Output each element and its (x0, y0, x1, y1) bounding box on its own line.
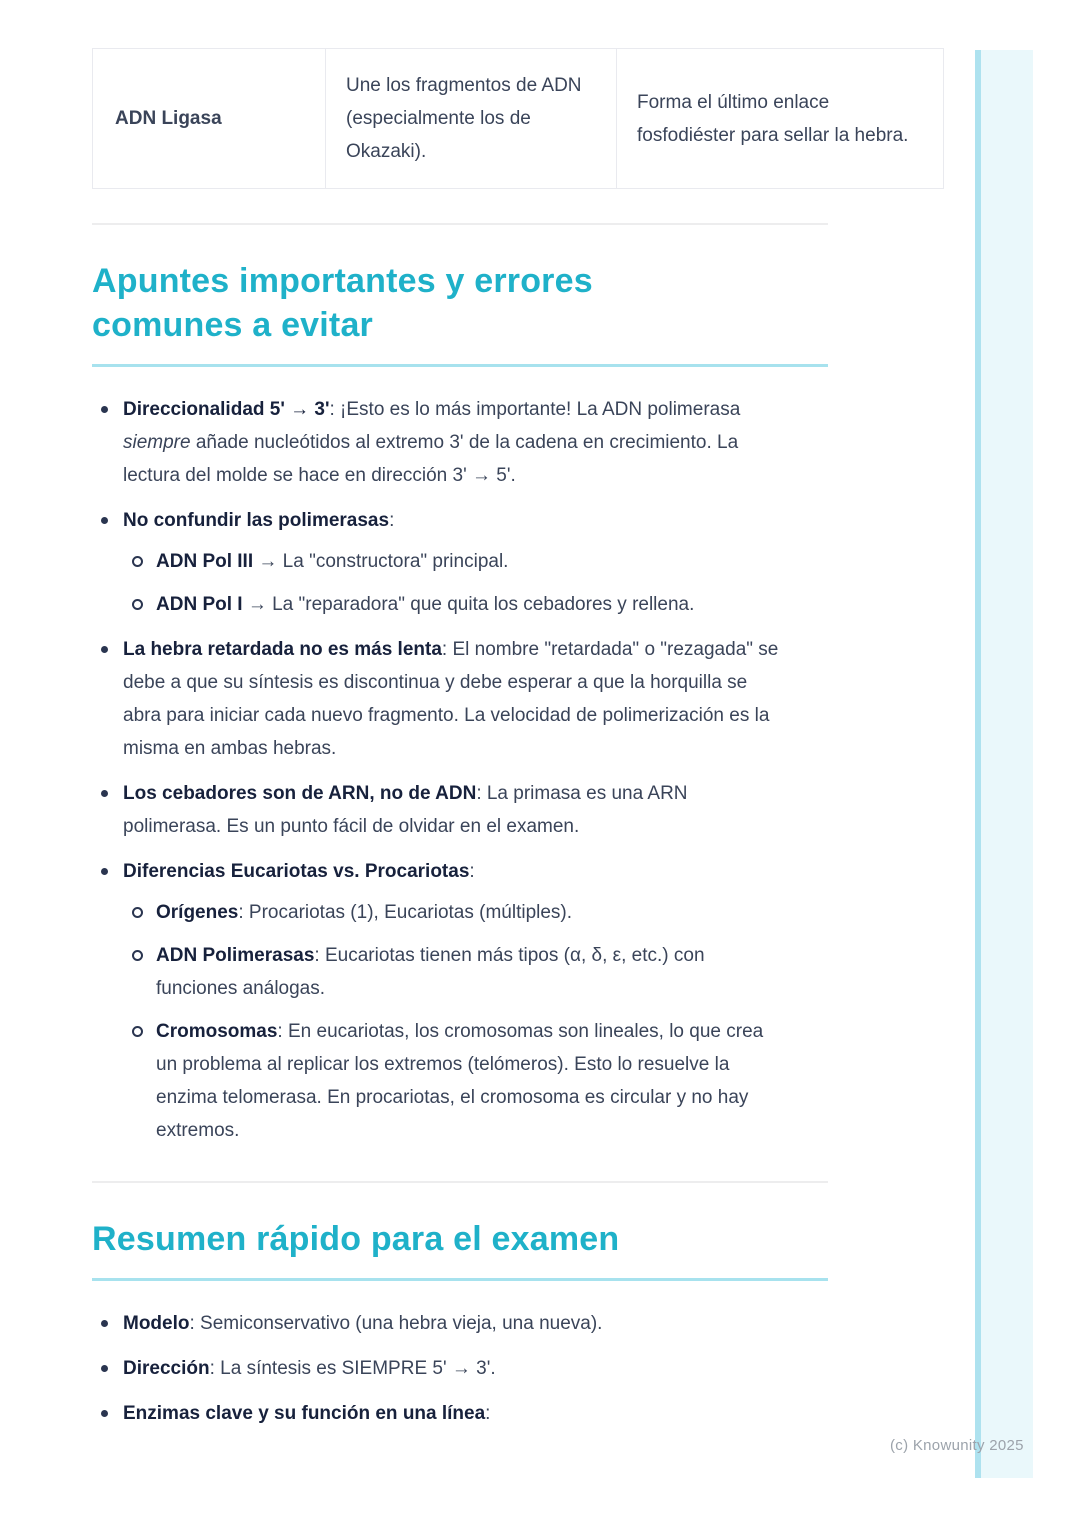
cell-enzyme-detail: Forma el último enlace fosfodiéster para sellar la hebra. (617, 49, 944, 189)
bullet-item (92, 393, 788, 492)
bullet-text: : La síntesis es SIEMPRE 5' → 3'. (209, 1358, 496, 1379)
bullet-text: : (485, 1403, 491, 1424)
bullet-lead: Dirección (123, 1358, 210, 1379)
bullet-item (92, 504, 788, 621)
sub-bullet-text: : Procariotas (1), Eucariotas (múltiples). (238, 902, 573, 923)
sub-bullet-item (123, 545, 788, 578)
footer-copyright: (c) Knowunity 2025 (890, 1437, 1024, 1454)
side-stripe-panel (981, 50, 1033, 1478)
bullet-lead: Diferencias Eucariotas vs. Procariotas (123, 861, 470, 882)
bullet-text: : La primasa es una ARN polimerasa. Es un punto fácil de olvidar en el examen. (123, 783, 688, 837)
bullet-text: : (469, 861, 475, 882)
sub-bullet-item (123, 896, 788, 929)
bullet-item (92, 1307, 788, 1340)
table-row (93, 49, 944, 189)
bullet-item (92, 633, 788, 765)
sub-bullet-lead: ADN Polimerasas (156, 945, 315, 966)
bullet-lead: No confundir las polimerasas (123, 510, 390, 531)
sub-bullet-lead: Orígenes (156, 902, 239, 923)
sub-bullet-item (123, 1015, 788, 1147)
section1-title: Apuntes importantes y errores comunes a evitar (92, 262, 593, 344)
bullet-item (92, 1352, 788, 1385)
bullet-italic: siempre (123, 432, 191, 453)
bullet-text: : ¡Esto es lo más importante! La ADN polimerasa (329, 399, 741, 420)
sub-bullet-lead: ADN Pol III (156, 551, 254, 572)
section-divider (92, 1181, 828, 1183)
sub-bullet-lead: Cromosomas (156, 1021, 278, 1042)
section1-title-underline (92, 364, 828, 367)
bullet-lead: Enzimas clave y su función en una línea (123, 1403, 486, 1424)
bullet-lead: Modelo (123, 1313, 190, 1334)
sub-bullet-list (123, 896, 788, 1147)
bullet-text: : (389, 510, 395, 531)
cell-enzyme-name: ADN Ligasa (93, 49, 326, 189)
sub-bullet-list (123, 545, 788, 621)
bullet-lead: Direccionalidad 5' → 3' (123, 399, 330, 420)
enzyme-table (92, 48, 944, 189)
bullet-lead: La hebra retardada no es más lenta (123, 639, 442, 660)
content-column (92, 0, 909, 1442)
sub-bullet-text: : Eucariotas tienen más tipos (α, δ, ε, etc.) con funciones análogas. (156, 945, 705, 999)
section2-title-underline (92, 1278, 828, 1281)
bullet-item (92, 777, 788, 843)
sub-bullet-lead: ADN Pol I (156, 594, 243, 615)
section-divider (92, 223, 828, 225)
sub-bullet-text: → La "constructora" principal. (253, 551, 509, 572)
bullet-item (92, 855, 788, 1147)
section1-bullet-list (92, 393, 828, 1147)
sub-bullet-item (123, 939, 788, 1005)
bullet-text: añade nucleótidos al extremo 3' de la cadena en crecimiento. La lectura del molde se hace en dirección 3' → 5'. (123, 432, 739, 486)
section2-title: Resumen rápido para el examen (92, 1220, 620, 1258)
sub-bullet-text: : En eucariotas, los cromosomas son lineales, lo que crea un problema al replicar los extremos (telómeros). Esto lo resuelve la enzima telomerasa. En procariotas, el cromosoma es circular y no hay extremos. (156, 1021, 764, 1141)
bullet-item (92, 1397, 788, 1430)
sub-bullet-text: → La "reparadora" que quita los cebadores y rellena. (242, 594, 695, 615)
sub-bullet-item (123, 588, 788, 621)
bullet-text: : Semiconservativo (una hebra vieja, una nueva). (189, 1313, 603, 1334)
bullet-text: : El nombre "retardada" o "rezagada" se debe a que su síntesis es discontinua y debe esperar a que la horquilla se abra para iniciar cada nuevo fragmento. La velocidad de polimerización es la misma en ambas hebras. (123, 639, 779, 759)
section2-bullet-list (92, 1307, 828, 1430)
cell-enzyme-function: Une los fragmentos de ADN (especialmente los de Okazaki). (326, 49, 617, 189)
bullet-lead: Los cebadores son de ARN, no de ADN (123, 783, 477, 804)
